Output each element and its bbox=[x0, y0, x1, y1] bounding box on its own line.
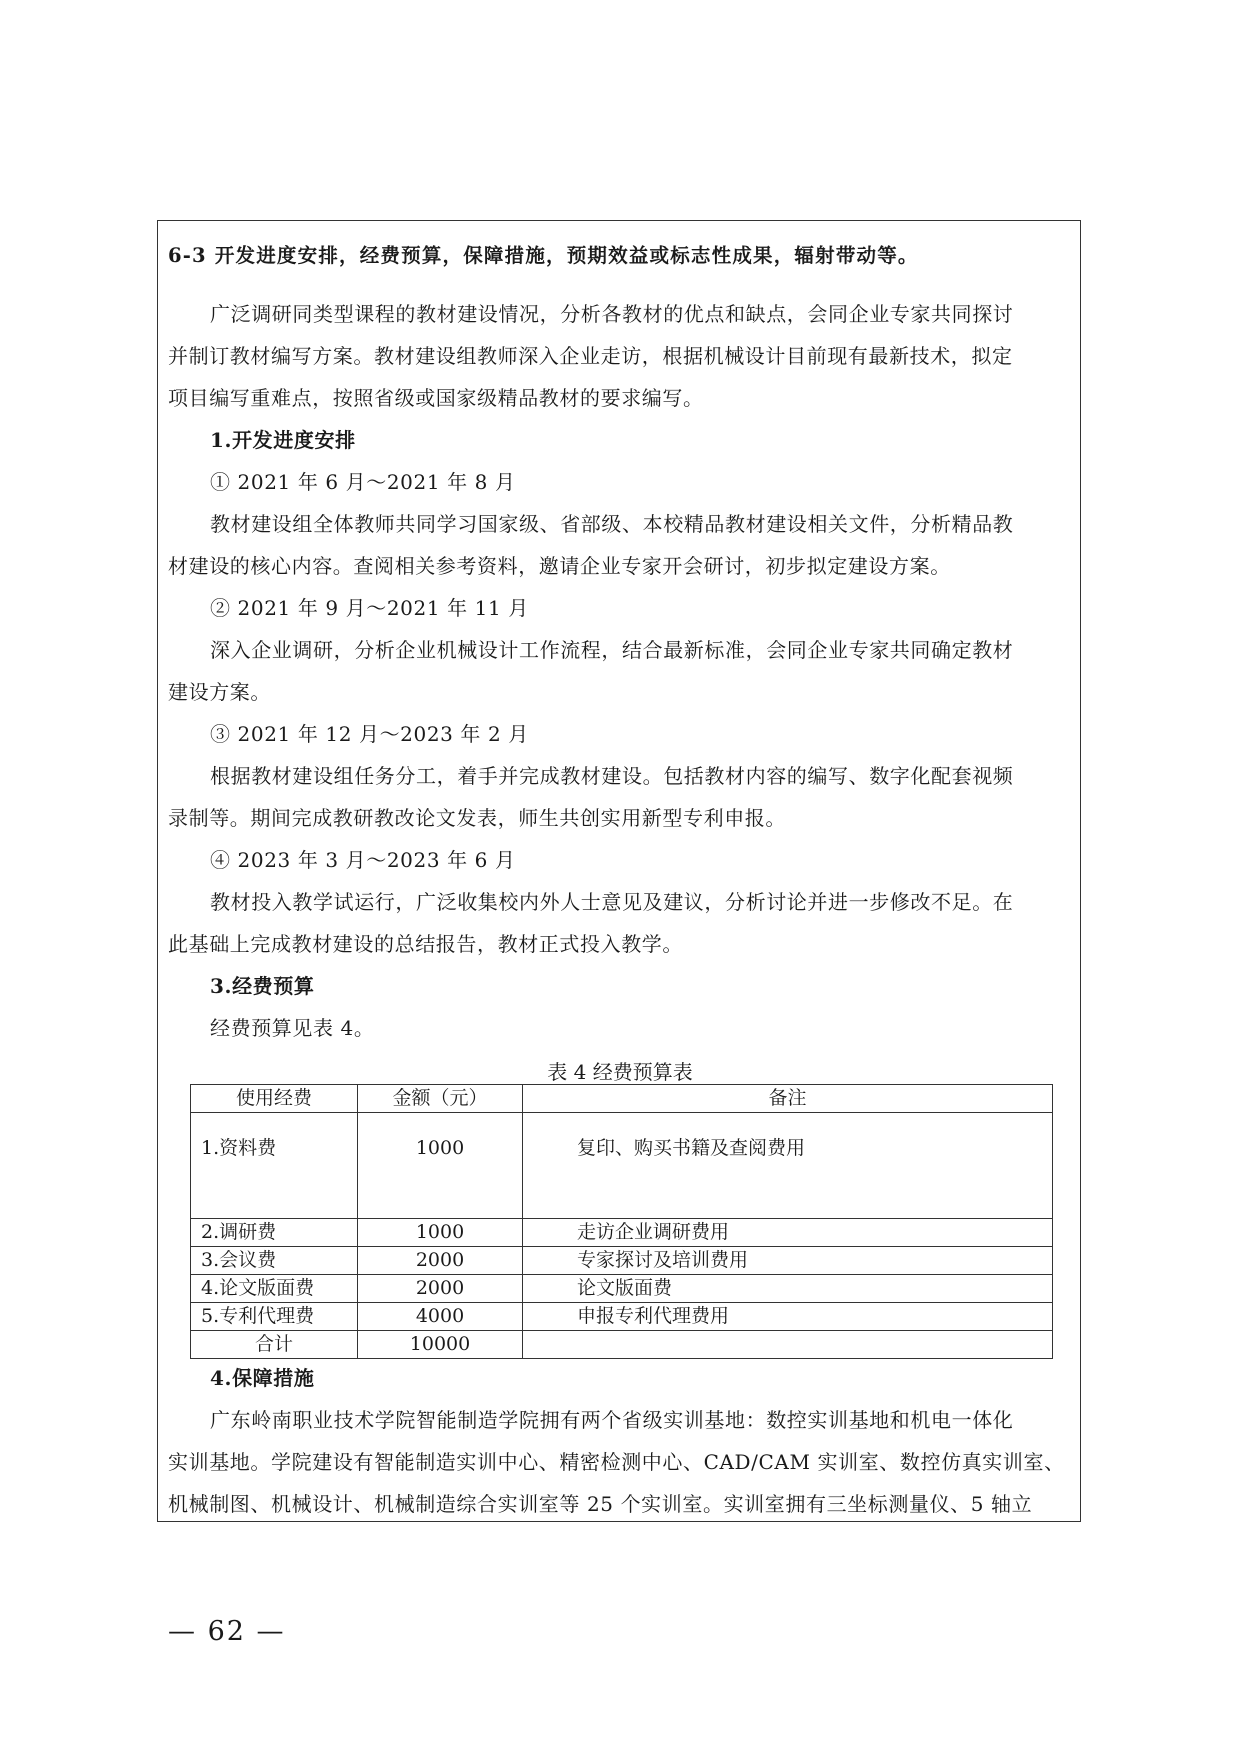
row-notes: 论文版面费 bbox=[523, 1275, 1053, 1303]
total-amount: 10000 bbox=[358, 1331, 523, 1359]
intro-line-2: 并制订教材编写方案。教材建设组教师深入企业走访，根据机械设计目前现有最新技术，拟定 bbox=[168, 344, 1013, 368]
header-amount: 金额（元） bbox=[358, 1085, 523, 1113]
phase-4-line-2: 此基础上完成教材建设的总结报告，教材正式投入教学。 bbox=[168, 932, 683, 956]
intro-line-3: 项目编写重难点，按照省级或国家级精品教材的要求编写。 bbox=[168, 386, 704, 410]
guarantee-line-2: 实训基地。学院建设有智能制造实训中心、精密检测中心、CAD/CAM 实训室、数控仿真实训室、 bbox=[168, 1450, 1065, 1474]
table-row bbox=[191, 1303, 1053, 1331]
phase-3-line-1: 根据教材建设组任务分工，着手并完成教材建设。包括教材内容的编写、数字化配套视频 bbox=[210, 764, 1014, 788]
row-amount: 2000 bbox=[358, 1275, 523, 1303]
phase-2-period: ② 2021 年 9 月～2021 年 11 月 bbox=[210, 596, 529, 620]
row-item: 5.专利代理费 bbox=[191, 1303, 358, 1331]
header-item: 使用经费 bbox=[191, 1085, 358, 1113]
budget-intro: 经费预算见表 4。 bbox=[210, 1016, 375, 1040]
schedule-title: 1.开发进度安排 bbox=[210, 428, 356, 452]
row-notes: 申报专利代理费用 bbox=[523, 1303, 1053, 1331]
table-row bbox=[191, 1247, 1053, 1275]
row-item: 4.论文版面费 bbox=[191, 1275, 358, 1303]
phase-2-line-2: 建设方案。 bbox=[168, 680, 271, 704]
phase-2-line-1: 深入企业调研，分析企业机械设计工作流程，结合最新标准，会同企业专家共同确定教材 bbox=[210, 638, 1014, 662]
phase-1-line-2: 材建设的核心内容。查阅相关参考资料，邀请企业专家开会研讨，初步拟定建设方案。 bbox=[168, 554, 951, 578]
row-notes: 专家探讨及培训费用 bbox=[523, 1247, 1053, 1275]
phase-4-line-1: 教材投入教学试运行，广泛收集校内外人士意见及建议，分析讨论并进一步修改不足。在 bbox=[210, 890, 1014, 914]
row-amount: 4000 bbox=[358, 1303, 523, 1331]
phase-3-line-2: 录制等。期间完成教研教改论文发表，师生共创实用新型专利申报。 bbox=[168, 806, 786, 830]
guarantee-title: 4.保障措施 bbox=[210, 1366, 315, 1390]
row-amount: 1000 bbox=[358, 1219, 523, 1247]
table-row bbox=[191, 1219, 1053, 1247]
phase-1-line-1: 教材建设组全体教师共同学习国家级、省部级、本校精品教材建设相关文件，分析精品教 bbox=[210, 512, 1014, 536]
row-notes: 走访企业调研费用 bbox=[523, 1219, 1053, 1247]
phase-1-period: ① 2021 年 6 月～2021 年 8 月 bbox=[210, 470, 516, 494]
phase-3-period: ③ 2021 年 12 月～2023 年 2 月 bbox=[210, 722, 529, 746]
row-amount: 2000 bbox=[358, 1247, 523, 1275]
total-label: 合计 bbox=[191, 1331, 358, 1359]
table-caption: 表 4 经费预算表 bbox=[547, 1060, 693, 1084]
section-heading: 6-3 开发进度安排，经费预算，保障措施，预期效益或标志性成果，辐射带动等。 bbox=[168, 244, 919, 267]
total-notes bbox=[523, 1331, 1053, 1359]
phase-4-period: ④ 2023 年 3 月～2023 年 6 月 bbox=[210, 848, 516, 872]
table-total-row bbox=[191, 1331, 1053, 1359]
row-item: 2.调研费 bbox=[191, 1219, 358, 1247]
budget-title: 3.经费预算 bbox=[210, 974, 315, 998]
header-notes: 备注 bbox=[523, 1085, 1053, 1113]
row-item: 1.资料费 bbox=[191, 1113, 358, 1219]
budget-table bbox=[190, 1084, 1053, 1359]
guarantee-line-1: 广东岭南职业技术学院智能制造学院拥有两个省级实训基地：数控实训基地和机电一体化 bbox=[210, 1408, 1014, 1432]
intro-line-1: 广泛调研同类型课程的教材建设情况，分析各教材的优点和缺点，会同企业专家共同探讨 bbox=[210, 302, 1014, 326]
table-row bbox=[191, 1275, 1053, 1303]
table-row bbox=[191, 1113, 1053, 1219]
row-item: 3.会议费 bbox=[191, 1247, 358, 1275]
table-header-row bbox=[191, 1085, 1053, 1113]
page-number: — 62 — bbox=[168, 1616, 286, 1647]
guarantee-line-3: 机械制图、机械设计、机械制造综合实训室等 25 个实训室。实训室拥有三坐标测量仪、5 轴立 bbox=[168, 1492, 1033, 1516]
row-amount: 1000 bbox=[358, 1113, 523, 1219]
row-notes: 复印、购买书籍及查阅费用 bbox=[523, 1113, 1053, 1219]
